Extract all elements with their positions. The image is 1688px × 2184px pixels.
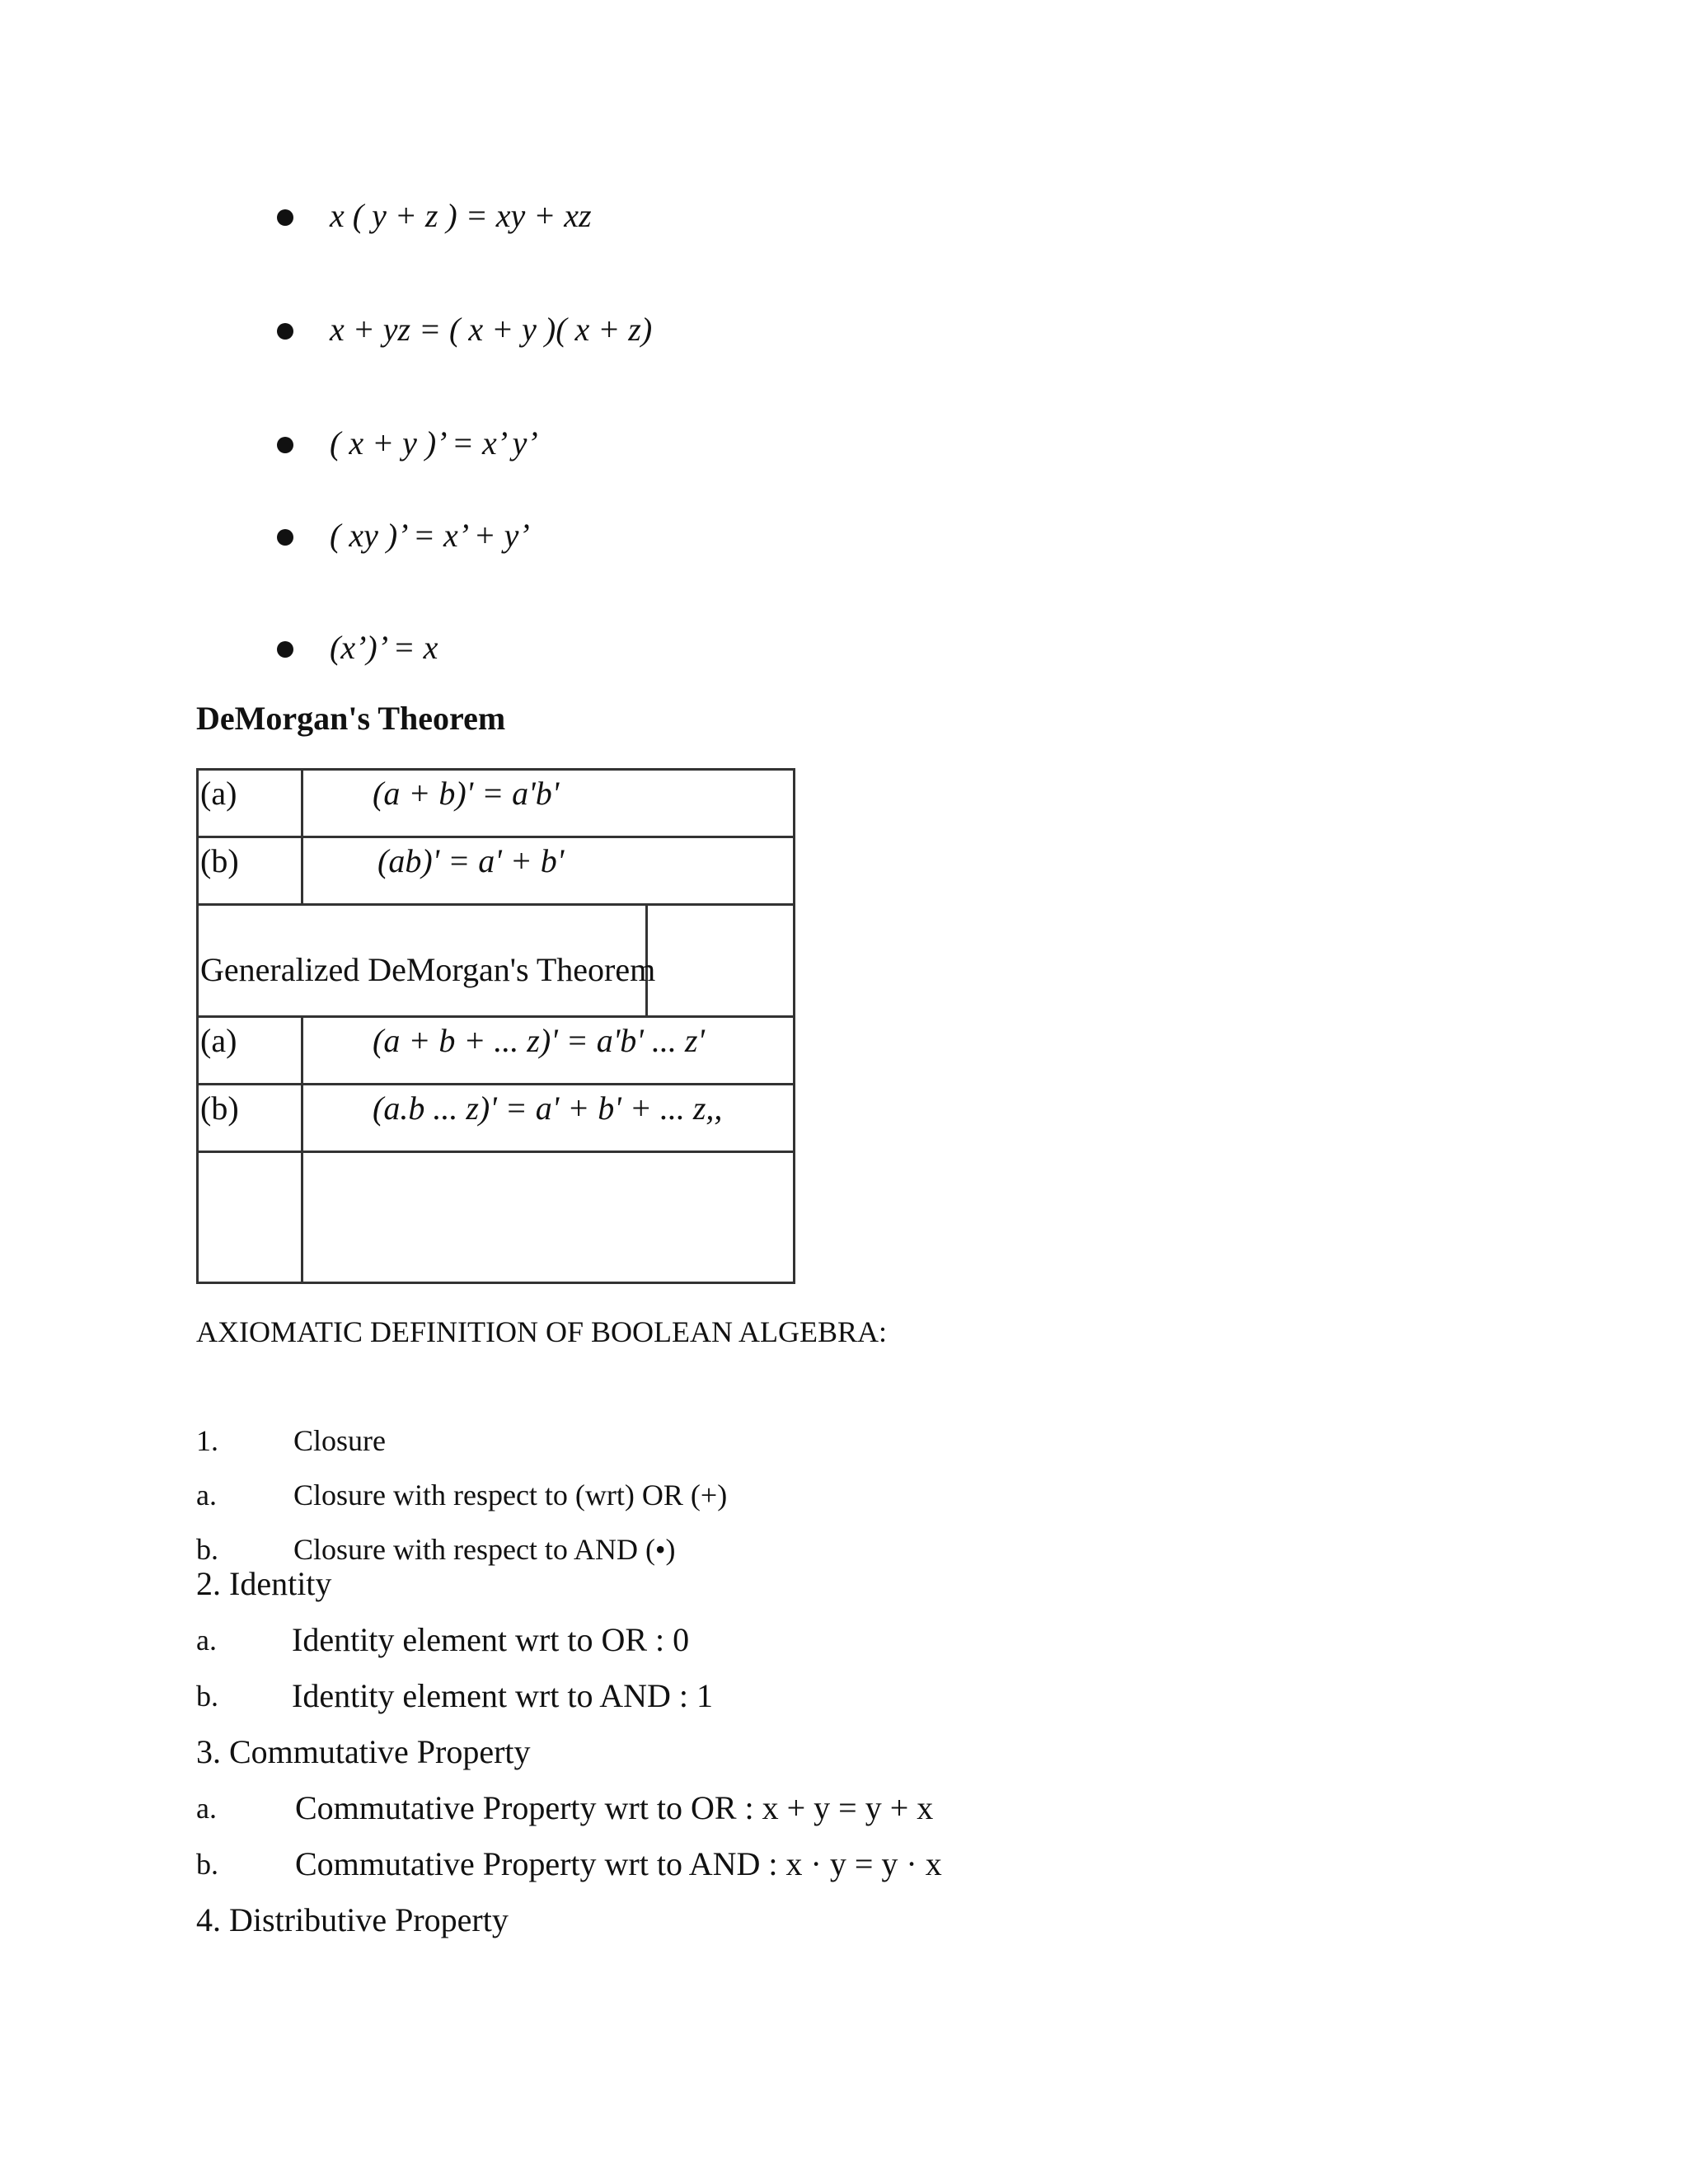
bullet-icon — [277, 209, 293, 226]
row-expression: (a.b ... z)' = a' + b' + ... z,, — [303, 1085, 793, 1153]
demorgan-heading: DeMorgan's Theorem — [196, 700, 506, 737]
list-item: Commutative Property wrt to AND : x · y = y · x — [295, 1845, 942, 1882]
list-marker: a. — [196, 1624, 217, 1657]
bullet-icon — [277, 437, 293, 453]
list-marker: b. — [196, 1848, 218, 1881]
list-item: Closure with respect to AND (•) — [293, 1533, 676, 1566]
list-heading: 4. Distributive Property — [196, 1901, 509, 1938]
row-label: (b) — [199, 838, 303, 906]
identity-formula: ( x + y )’ = x’ y’ — [330, 424, 538, 462]
bullet-icon — [277, 323, 293, 340]
list-number: 1. — [196, 1424, 218, 1457]
bullet-icon — [277, 641, 293, 658]
empty-cell — [199, 1153, 303, 1282]
list-marker: b. — [196, 1680, 218, 1713]
empty-cell — [648, 906, 793, 1018]
row-expression: (a + b + ... z)' = a'b' ... z' — [303, 1018, 793, 1085]
list-heading: Closure — [293, 1424, 386, 1457]
list-heading: 3. Commutative Property — [196, 1733, 531, 1770]
row-label: (a) — [199, 1018, 303, 1085]
identity-formula: x ( y + z ) = xy + xz — [330, 197, 592, 234]
list-marker: a. — [196, 1792, 217, 1825]
identity-formula: (x’)’ = x — [330, 629, 438, 666]
row-label: (a) — [199, 771, 303, 838]
list-item: Identity element wrt to AND : 1 — [292, 1677, 714, 1714]
list-marker: a. — [196, 1479, 217, 1511]
row-expression: (a + b)' = a'b' — [303, 771, 793, 838]
row-label: (b) — [199, 1085, 303, 1153]
identity-formula: ( xy )’ = x’ + y’ — [330, 517, 530, 554]
empty-cell — [303, 1153, 793, 1282]
list-heading: 2. Identity — [196, 1565, 332, 1602]
list-marker: b. — [196, 1533, 218, 1566]
bullet-icon — [277, 529, 293, 546]
axioms-title: AXIOMATIC DEFINITION OF BOOLEAN ALGEBRA: — [196, 1315, 887, 1348]
identity-formula: x + yz = ( x + y )( x + z) — [330, 311, 653, 348]
generalized-heading: Generalized DeMorgan's Theorem — [199, 906, 648, 1018]
list-item: Closure with respect to (wrt) OR (+) — [293, 1479, 728, 1511]
list-item: Identity element wrt to OR : 0 — [292, 1621, 690, 1658]
demorgan-table — [196, 768, 795, 1284]
list-item: Commutative Property wrt to OR : x + y = y + x — [295, 1789, 934, 1826]
row-expression: (ab)' = a' + b' — [303, 838, 793, 906]
